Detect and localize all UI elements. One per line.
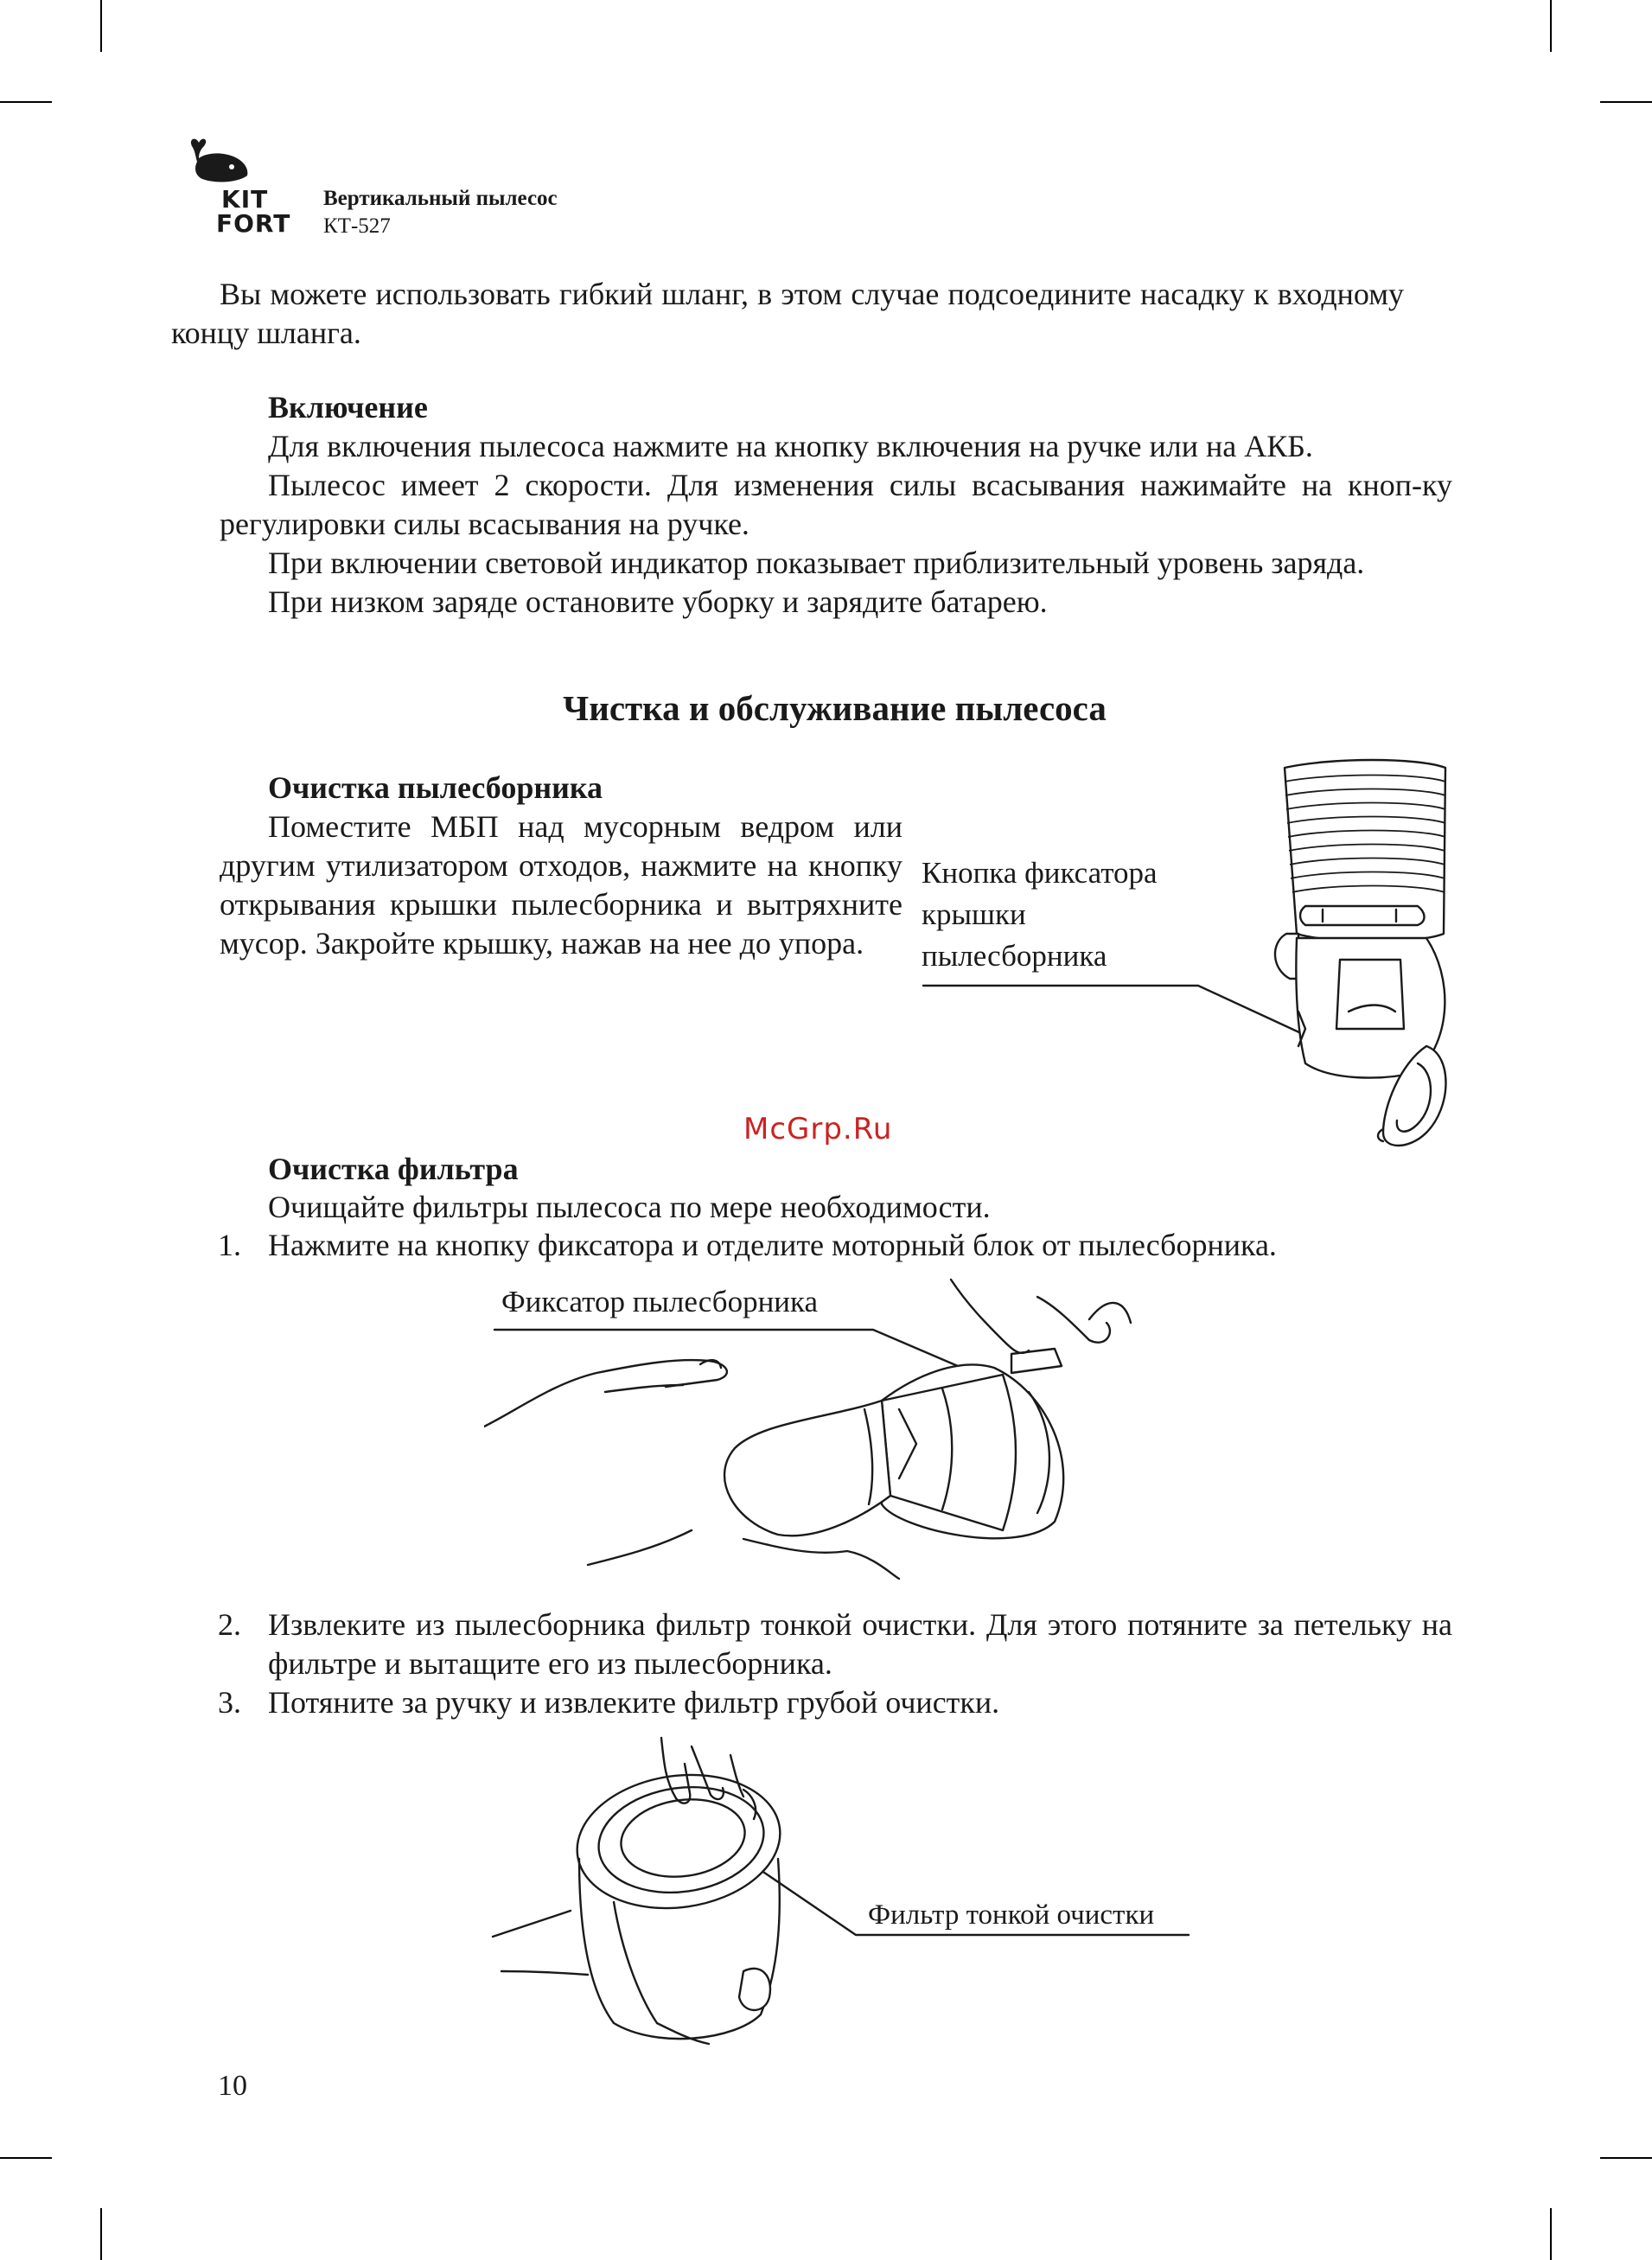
lid-latch-button-icon [1275,934,1298,979]
crop-mark-tl-h [0,101,52,103]
step-1-number: 1. [218,1228,241,1262]
power-paragraph-2: Пылесос имеет 2 скорости. Для изменения силы всасывания нажимайте на кноп-ку регулировки силы всасывания на ручке. [220,468,1452,541]
latch-label: Фиксатор пылесборника [501,1285,819,1318]
step-1-text: Нажмите на кнопку фиксатора и отделите моторный блок от пылесборника. [268,1228,1277,1262]
crop-mark-tr-v [1550,0,1552,52]
brand-logo [216,185,291,238]
dust-callout-line-3: пылесборника [922,939,1107,973]
motor-cone [724,1401,890,1535]
dust-callout-leader [923,986,1301,1033]
crop-mark-tl-v [100,0,102,52]
brand-line-2: FORT [216,209,291,238]
whale-logo-icon [187,134,256,186]
intro-paragraph: Вы можете использовать гибкий шланг, в этом случае подсоедините насадку к входному концу шланга. [171,277,1404,350]
step-3-number: 3. [218,1685,241,1720]
watermark: McGrp.Ru [743,1112,893,1146]
crop-mark-tr-h [1600,101,1652,103]
filter-heading: Очистка фильтра [268,1152,519,1186]
crop-mark-br-v [1550,2208,1552,2260]
crop-mark-bl-h [0,2157,52,2159]
step-2-number: 2. [218,1607,241,1642]
crop-mark-br-h [1600,2157,1652,2159]
section-title: Чистка и обслуживание пылесоса [563,688,1107,728]
power-paragraph-4: При низком заряде остановите уборку и зарядите батарею. [268,584,1048,619]
model-number: КТ-527 [323,214,391,238]
product-name: Вертикальный пылесос [323,187,558,210]
step-2-text: Извлеките из пылесборника фильтр тонкой очистки. Для этого потяните за петельку на фильтре и вытащите его из пылесборника. [268,1607,1452,1681]
dust-callout-line-1: Кнопка фиксатора [922,856,1158,890]
page-number: 10 [218,2070,247,2102]
dust-callout-line-2: крышки [922,897,1026,931]
dust-heading: Очистка пылесборника [268,770,603,805]
filter-intro: Очищайте фильтры пылесоса по мере необходимости. [268,1190,991,1224]
fine-filter-illustration [484,1729,1210,2049]
latch-leader [494,1330,958,1366]
power-paragraph-3: При включении световой индикатор показывает приблизительный уровень заряда. [268,546,1365,580]
power-heading: Включение [268,390,428,425]
bin-rim [569,1762,789,1920]
power-paragraph-1: Для включения пылесоса нажмите на кнопку включения на ручке или на АКБ. [268,429,1313,463]
detach-motor-illustration [484,1271,1193,1582]
brand-line-1: KIT [221,185,269,214]
dust-bin-illustration [899,752,1452,1159]
crop-mark-bl-v [100,2208,102,2260]
step-3-text: Потяните за ручку и извлеките фильтр грубой очистки. [268,1685,1000,1720]
fine-filter-label: Фильтр тонкой очистки [868,1899,1155,1931]
header [187,134,792,246]
dust-paragraph: Поместите МБП над мусорным ведром или другим утилизатором отходов, нажмите на кнопку открывания крышки пылесборника и вытряхните мусор. Закройте крышку, нажав на нее до упора. [220,809,903,961]
